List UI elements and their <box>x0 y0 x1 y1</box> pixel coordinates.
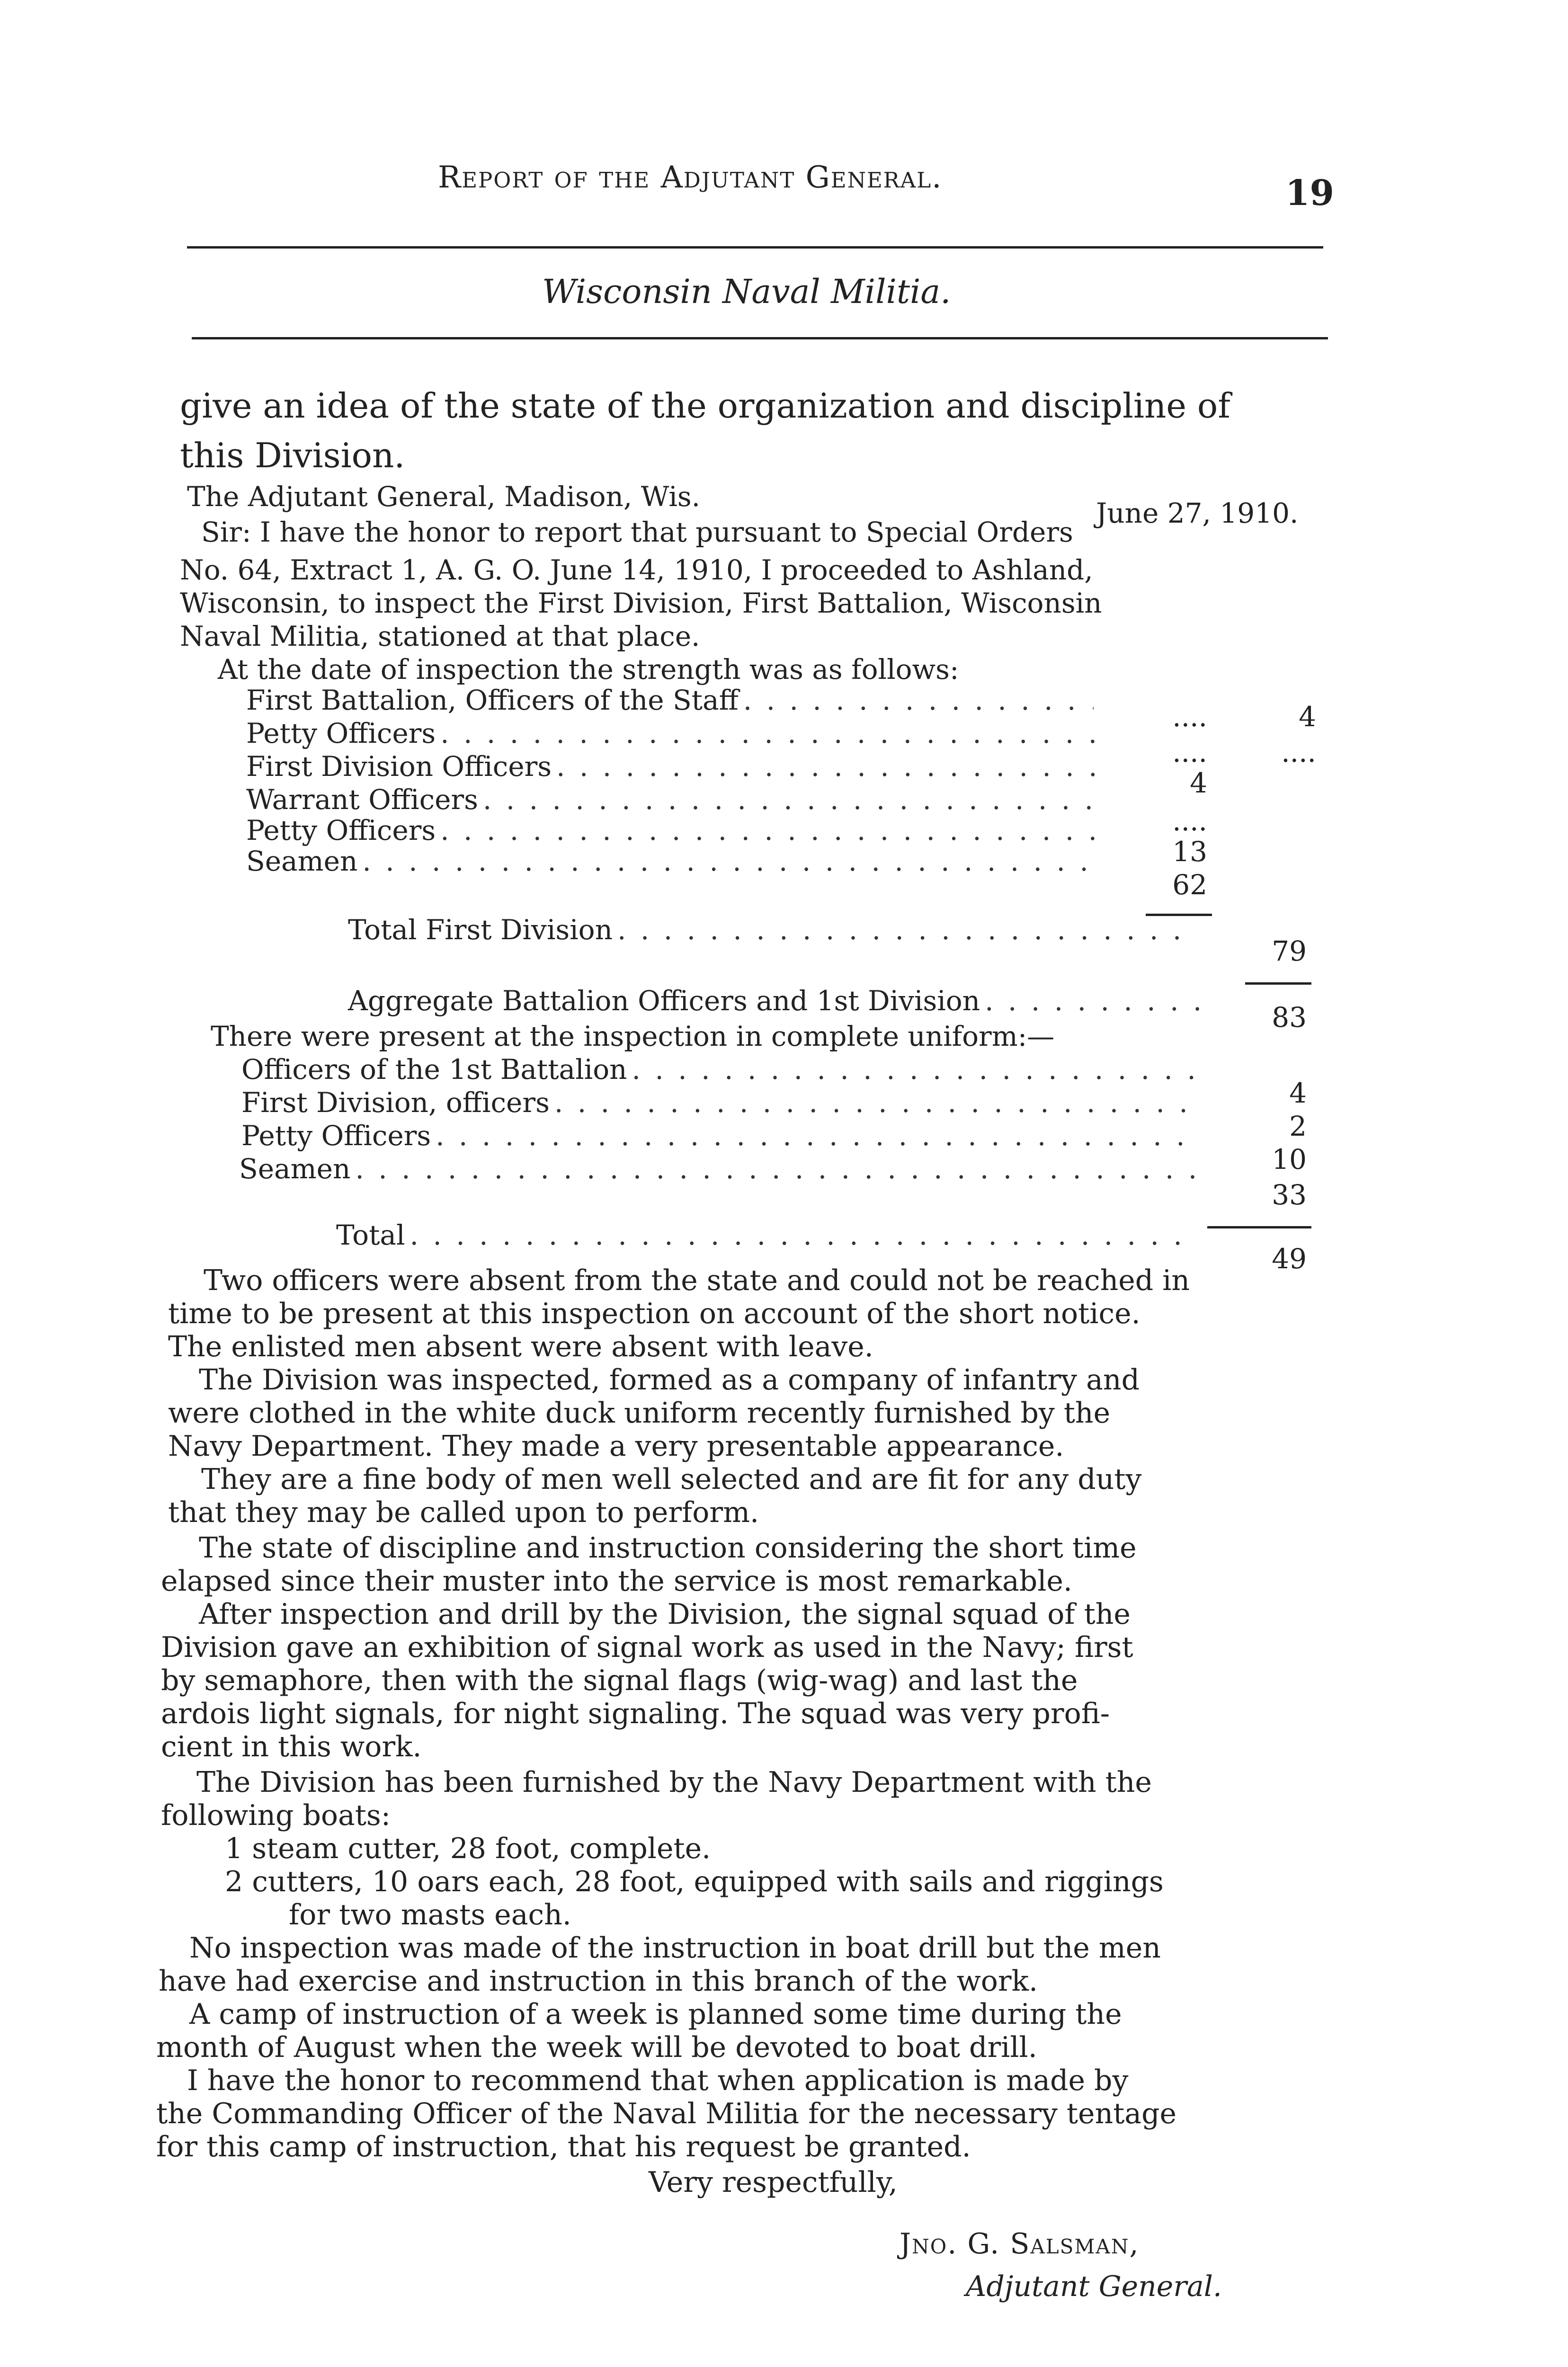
body-line: I have the honor to recommend that when application is made by <box>187 2064 1129 2097</box>
body-line: ardois light signals, for night signaling. The squad was very profi- <box>161 1697 1110 1730</box>
table-row <box>241 1053 1203 1086</box>
body-line: Division gave an exhibition of signal work as used in the Navy; first <box>161 1631 1133 1664</box>
body-line: for two masts each. <box>289 1898 571 1931</box>
table-row <box>241 1086 1203 1119</box>
body-line: After inspection and drill by the Division, the signal squad of the <box>199 1598 1131 1631</box>
row-value-col2: 4 <box>1299 701 1316 733</box>
total-value: 49 <box>1272 1243 1307 1275</box>
body-line: No inspection was made of the instruction in boat drill but the men <box>189 1931 1161 1965</box>
table-row <box>348 985 1205 1017</box>
table-row <box>246 814 1108 846</box>
table-row <box>336 1219 1203 1251</box>
header-rule-bottom <box>192 337 1328 339</box>
row-label: First Battalion, Officers of the Staff <box>246 684 739 716</box>
row-value: 4 <box>1289 1077 1307 1109</box>
table-row <box>239 1153 1203 1185</box>
row-label: Officers of the 1st Battalion <box>241 1053 627 1086</box>
row-label: Seamen <box>246 845 358 877</box>
row-label: Petty Officers <box>246 717 436 749</box>
sum-rule <box>1245 982 1311 985</box>
row-label: Petty Officers <box>246 814 436 846</box>
aggregate-value: 83 <box>1272 1001 1307 1033</box>
table-row <box>246 845 1108 877</box>
table-row <box>246 684 1098 716</box>
body-line: elapsed since their muster into the service is most remarkable. <box>161 1565 1072 1598</box>
body-line: that they may be called upon to perform. <box>168 1496 759 1529</box>
body-line: The enlisted men absent were absent with leave. <box>168 1330 873 1363</box>
body-line: by semaphore, then with the signal flags (wig-wag) and last the <box>161 1664 1078 1697</box>
letter-addressee: The Adjutant General, Madison, Wis. <box>187 481 701 513</box>
row-value-col2: .... <box>1281 736 1316 768</box>
section-subheading: Wisconsin Naval Militia. <box>542 272 951 311</box>
table-row <box>246 750 1108 783</box>
row-value: 2 <box>1289 1110 1307 1142</box>
letter-line: Sir: I have the honor to report that pursuant to Special Orders <box>201 516 1073 548</box>
letter-line: Naval Militia, stationed at that place. <box>180 620 700 652</box>
body-line: time to be present at this inspection on account of the short notice. <box>168 1297 1140 1330</box>
body-line: Two officers were absent from the state and could not be reached in <box>204 1264 1190 1297</box>
page-number: 19 <box>1285 173 1334 214</box>
row-value-col1: .... <box>1172 701 1207 733</box>
row-label: Total First Division <box>348 914 613 946</box>
sum-rule <box>1207 1226 1311 1228</box>
table-row <box>348 914 1203 946</box>
strength-intro: At the date of inspection the strength was as follows: <box>218 653 959 685</box>
body-line: have had exercise and instruction in this branch of the work. <box>159 1965 1038 1998</box>
row-value-col1: 4 <box>1190 767 1207 799</box>
table-row <box>246 717 1108 749</box>
signatory-name: Jno. G. Salsman, <box>900 2227 1140 2260</box>
intro-line: give an idea of the state of the organization and discipline of <box>180 386 1230 426</box>
signatory-title: Adjutant General. <box>966 2270 1222 2303</box>
letter-date: June 27, 1910. <box>1096 497 1299 529</box>
total-value: 79 <box>1272 935 1307 967</box>
row-label: First Division Officers <box>246 750 552 783</box>
row-label: Seamen <box>239 1153 351 1185</box>
body-line: following boats: <box>161 1799 391 1832</box>
intro-line: this Division. <box>180 436 405 475</box>
row-value-col1: .... <box>1172 805 1207 837</box>
row-value: 33 <box>1272 1179 1307 1211</box>
body-line: cient in this work. <box>161 1730 422 1763</box>
table-row <box>246 783 1108 816</box>
header-rule-top <box>187 246 1323 249</box>
row-value-col1: 13 <box>1172 836 1207 868</box>
body-line: 2 cutters, 10 oars each, 28 foot, equipped with sails and riggings <box>225 1865 1164 1898</box>
body-line: the Commanding Officer of the Naval Militia for the necessary tentage <box>156 2097 1176 2130</box>
body-line: The Division has been furnished by the Navy Department with the <box>196 1766 1152 1799</box>
letter-line: Wisconsin, to inspect the First Division, First Battalion, Wisconsin <box>180 587 1102 619</box>
body-line: A camp of instruction of a week is planned some time during the <box>189 1998 1122 2031</box>
table-row <box>241 1120 1203 1152</box>
body-line: were clothed in the white duck uniform recently furnished by the <box>168 1397 1111 1430</box>
row-value: 10 <box>1272 1143 1307 1175</box>
row-label: First Division, officers <box>241 1086 550 1119</box>
row-label: Petty Officers <box>241 1120 431 1152</box>
row-label: Aggregate Battalion Officers and 1st Division <box>348 985 980 1017</box>
body-line: They are a fine body of men well selected and are fit for any duty <box>201 1463 1142 1496</box>
uniform-intro: There were present at the inspection in complete uniform:— <box>211 1020 1055 1052</box>
body-line: The Division was inspected, formed as a company of infantry and <box>199 1363 1140 1397</box>
row-value-col1: 62 <box>1172 869 1207 901</box>
letter-line: No. 64, Extract 1, A. G. O. June 14, 1910, I proceeded to Ashland, <box>180 554 1093 586</box>
body-line: Navy Department. They made a very presentable appearance. <box>168 1430 1064 1463</box>
row-value-col1: .... <box>1172 736 1207 768</box>
row-label: Warrant Officers <box>246 783 478 816</box>
row-label: Total <box>336 1219 405 1251</box>
body-line: for this camp of instruction, that his request be granted. <box>156 2130 971 2163</box>
running-header: Report of the Adjutant General. <box>438 160 943 195</box>
body-line: month of August when the week will be devoted to boat drill. <box>156 2031 1037 2064</box>
closing-salutation: Very respectfully, <box>649 2166 898 2199</box>
body-line: 1 steam cutter, 28 foot, complete. <box>225 1832 711 1865</box>
body-line: The state of discipline and instruction considering the short time <box>199 1531 1137 1565</box>
